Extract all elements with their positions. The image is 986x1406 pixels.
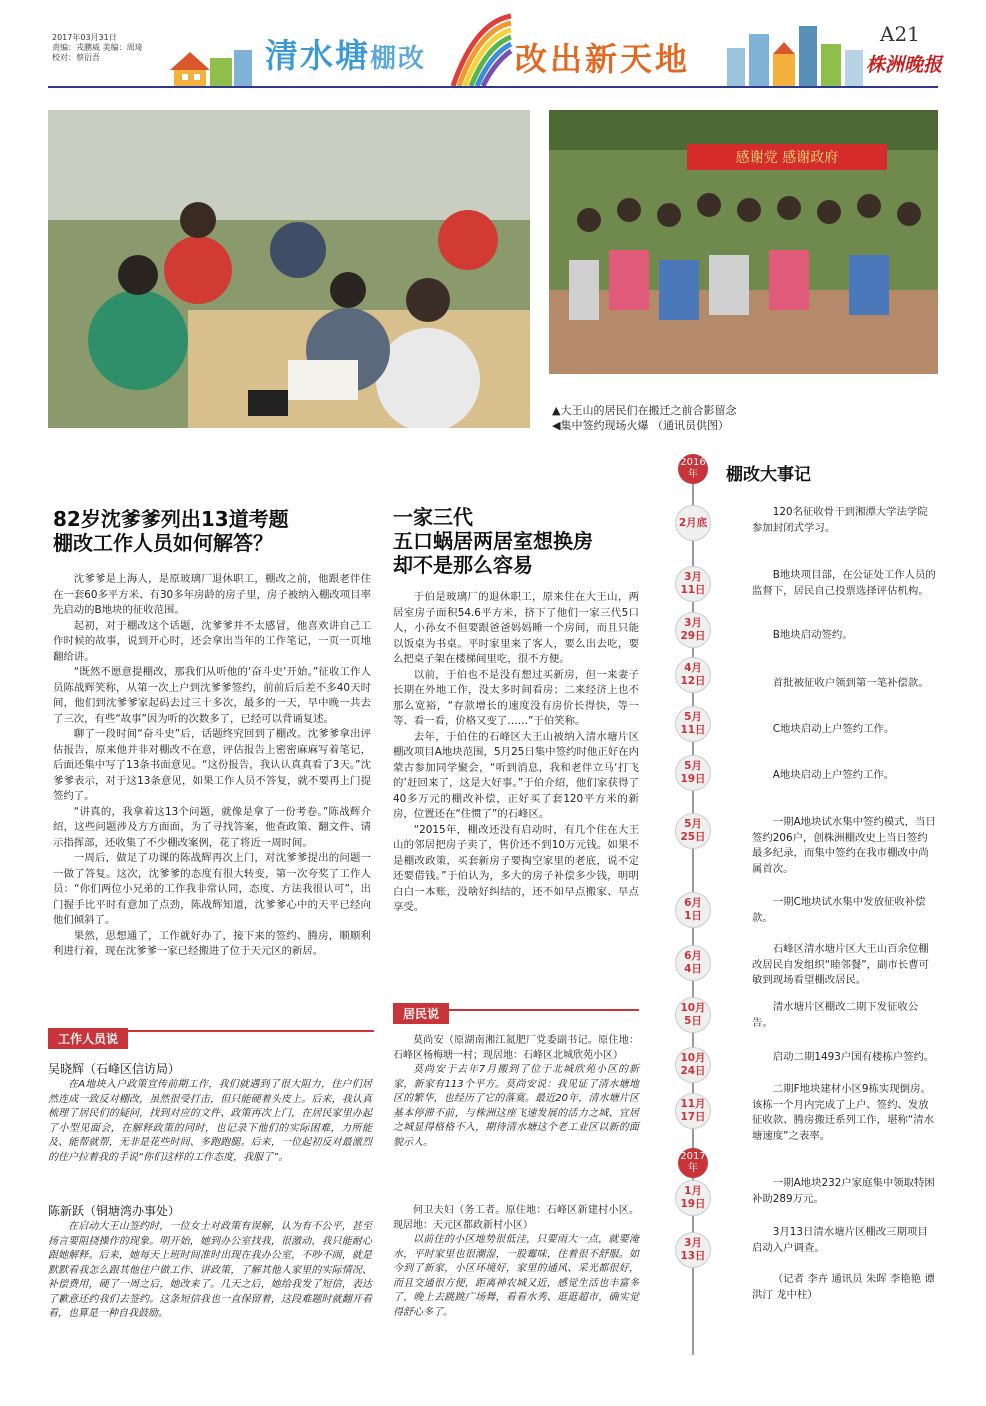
date-month: 6月 bbox=[684, 897, 702, 909]
worker2-text bbox=[48, 1220, 372, 1322]
date-day: 11日 bbox=[680, 724, 706, 736]
page-number: A21 bbox=[880, 22, 920, 46]
article1-title-line2: 棚改工作人员如何解答？ bbox=[53, 531, 273, 555]
date-month: 1月 bbox=[684, 1185, 702, 1197]
date-month: 3月 bbox=[684, 1237, 702, 1249]
timeline-date bbox=[675, 997, 711, 1033]
city-skyline-illustration bbox=[725, 20, 865, 86]
residents-tag: 居民说 bbox=[393, 1003, 449, 1024]
issue-date: 2017年03月31日 bbox=[52, 33, 117, 42]
date-month: 4月 bbox=[684, 662, 702, 674]
date-month: 5月 bbox=[684, 711, 702, 723]
date-month: 11月 bbox=[680, 1098, 706, 1110]
date-day: 4日 bbox=[684, 963, 702, 975]
date-month: 10月 bbox=[680, 1052, 706, 1064]
resident2-text: 以前住的小区地势很低洼，只要雨大一点，就要淹水，平时家里也很潮湿，一股霉味，住着很不舒服。如今到了新家，小区环境好，家里的通风、采光都很好，而且交通很方便，距离神农城又近，感觉生活也丰富多了，晚上去跳跳广场舞，看看水秀、逛逛超市，确实觉得舒心多了。 bbox=[393, 1234, 639, 1318]
timeline-date bbox=[675, 1180, 711, 1216]
date-month: 5月 bbox=[684, 818, 702, 830]
timeline-date bbox=[675, 945, 711, 981]
article1-paragraph: “讲真的，我拿着这13个问题，就像是拿了一份考卷。”陈战辉介绍，这些问题涉及方方面面，为了寻找答案，他查政策、翻文件、请示指挥部，还收集了不少棚改案例，花了将近一周时间。 bbox=[53, 805, 371, 849]
year-badge-2016 bbox=[678, 454, 708, 484]
article1-paragraph: 起初，对于棚改这个话题，沈爹爹并不太感冒，他喜欢讲自己工作时候的故事，说到开心时，还会拿出当年的工作笔记，一页一页地翻给讲。 bbox=[53, 619, 371, 663]
resident1-block bbox=[393, 1034, 639, 1150]
timeline-event: C地块启动上户签约工作。 bbox=[772, 723, 895, 735]
timeline-event: 一期A地块232户家庭集中领取特困补助289万元。 bbox=[752, 1177, 935, 1205]
timeline-date bbox=[675, 1093, 711, 1129]
resident1-head: 莫尚安（原湖南湘江氮肥厂党委副书记。原住地：石峰区杨梅塘一村；现居地：石峰区北城欣苑小区） bbox=[393, 1035, 639, 1061]
year-badge-2017 bbox=[678, 1148, 708, 1178]
date-month: 5月 bbox=[684, 760, 702, 772]
article2-paragraph: 以前，于伯也不是没有想过买新房，但一来妻子长期在外地工作，没太多时间看房；二来经济上也不那么宽裕，“存款增长的速度没有房价长得快，等一等、看一看，价格又变了……”于伯笑称。 bbox=[393, 668, 639, 727]
resident1-text: 莫尚安于去年7月搬到了位于北城欣苑小区的新家，新家有113个平方。莫尚安说：我见证了清水塘地区的繁华，也经历了它的落寞。最近20年，清水塘片区基本停滞不前，与株洲这座飞速发展的活力之城、宜居之城显得格格不入，期待清水塘这个老工业区以新的面貌示人。 bbox=[393, 1064, 639, 1148]
date-day: 17日 bbox=[680, 1111, 706, 1123]
timeline-event: B地块项目部，在公证处工作人员的监督下，居民自己投票选择评估机构。 bbox=[752, 569, 936, 597]
article2-title-line1: 一家三代 bbox=[393, 505, 473, 529]
timeline-event: 3月13日清水塘片区棚改三期项目启动入户调查。 bbox=[752, 1226, 928, 1254]
year-badge-suffix: 年 bbox=[688, 469, 698, 480]
house-illustration bbox=[160, 40, 260, 88]
signing-scene-photo bbox=[48, 110, 530, 428]
section-title-left bbox=[265, 30, 426, 77]
caption-line-1: ▲大王山的居民们在搬迁之前合影留念 bbox=[552, 404, 737, 417]
article2-title-line2: 五口蜗居两居室想换房 bbox=[393, 529, 593, 553]
year-badge-number: 2017 bbox=[680, 1151, 706, 1162]
masthead-meta bbox=[52, 33, 172, 63]
resident2-block bbox=[393, 1204, 639, 1320]
date-day: 5日 bbox=[684, 1015, 702, 1027]
date-month: 10月 bbox=[680, 1002, 706, 1014]
timeline-date bbox=[675, 1047, 711, 1083]
timeline-event: 启动二期1493户国有楼栋户签约。 bbox=[772, 1051, 935, 1063]
date-day: 25日 bbox=[680, 831, 706, 843]
article1-paragraph: 聊了一段时间“奋斗史”后，话题终究回到了棚改。沈爹爹拿出评估报告，原来他并非对棚改不在意，评估报告上密密麻麻写着笔记，后面还集中写了13条书面意见。“这份报告，我认认真真看了3天。”沈爹爹表示，对于这13条意见，如果工作人员不答复，就不要再上门提签约了。 bbox=[53, 728, 371, 802]
title-left-b: 棚改 bbox=[370, 44, 427, 74]
timeline-event: 首批被征收户领到第一笔补偿款。 bbox=[772, 677, 929, 689]
year-badge-suffix: 年 bbox=[688, 1163, 698, 1174]
date-month: 6月 bbox=[684, 950, 702, 962]
timeline-event: 120名征收骨干到湘潭大学法学院参加封闭式学习。 bbox=[752, 506, 928, 534]
article1-paragraph: “既然不愿意提棚改，那我们从听他的‘奋斗史’开始。”征收工作人员陈战辉笑称，从第一次上户到沈爹爹签约，前前后后差不多40天时间，他们到沈爹爹家起码去过三十多次，最多的一天，早中晚一共去了三次，有些“故事”因为听的次数多了，已经可以背诵复述。 bbox=[53, 666, 371, 725]
date-day: 13日 bbox=[680, 1250, 706, 1262]
photo-banner-text: 感谢党 感谢政府 bbox=[735, 150, 839, 166]
timeline-date bbox=[675, 813, 711, 849]
caption-line-2: ◀集中签约现场火爆 （通讯员供图） bbox=[552, 419, 729, 432]
masthead-rule bbox=[48, 86, 938, 88]
article1-paragraph: 一周后，做足了功课的陈战辉再次上门，对沈爹爹提出的问题一一做了答复。这次，沈爹爹的态度有很大转变，第一次夸奖了工作人员：“你们两位小兄弟的工作我非常认同，态度、方法我很认可”，出门握手比平时有意加了点劲，陈战辉知道，沈爹爹心中的天平已经向他们倾斜了。 bbox=[53, 852, 371, 926]
timeline-date bbox=[675, 566, 711, 602]
article2-title-line3: 却不是那么容易 bbox=[393, 553, 533, 577]
photo-caption bbox=[552, 403, 736, 433]
timeline-event: 清水塘片区棚改二期下发征收公告。 bbox=[752, 1001, 919, 1029]
worker1-paragraph: 在A地块入户政策宣传前期工作，我们就遇到了很大阻力，住户们居然连成一致反对棚改，虽然很受打击，但只能硬着头皮上。后来，我认真梳理了居民们的疑问，找到对应的文件、政策再次上门，在居民家里办起了小型见面会，在解释政策的同时，也记录下他们的实际困难，力所能及、能帮就帮，无非是花些时间、多跑跑腿。后来，一位起初反对最激烈的住户拉着我的手说“你们这样的工作态度，我服了”。 bbox=[48, 1079, 372, 1163]
article1-headline bbox=[53, 507, 373, 555]
date-month: 2月底 bbox=[678, 516, 708, 529]
date-day: 1日 bbox=[684, 910, 702, 922]
section-title-right: 改出新天地 bbox=[515, 40, 691, 78]
date-day: 11日 bbox=[680, 584, 706, 596]
timeline-date bbox=[675, 657, 711, 693]
date-day: 19日 bbox=[680, 1198, 706, 1210]
timeline-credit: （记者 李卉 通讯员 朱晖 李艳艳 谭洪汀 龙中柱） bbox=[752, 1273, 935, 1301]
timeline-date bbox=[675, 755, 711, 791]
timeline-event: A地块启动上户签约工作。 bbox=[772, 769, 895, 781]
timeline-event: 石峰区清水塘片区大王山百余位棚改居民自发组织“睦邻餐”，副市长曹可敏到现场看望棚改居民。 bbox=[752, 943, 930, 986]
timeline-event: 一期C地块试水集中发放征收补偿款。 bbox=[752, 896, 926, 924]
timeline-title: 棚改大事记 bbox=[726, 465, 811, 485]
article1-body bbox=[53, 572, 371, 960]
timeline-event: 二期F地块建材小区9栋实现倒房。该栋一个月内完成了上户、签约、发放征收款、腾房搬迁系列工作，堪称“清水塘速度”之表率。 bbox=[752, 1083, 935, 1142]
rainbow-graphic bbox=[445, 12, 515, 88]
worker2-name: 陈新跃（铜塘湾办事处） bbox=[48, 1204, 181, 1218]
article2-headline bbox=[393, 505, 633, 577]
date-day: 12日 bbox=[680, 675, 706, 687]
year-badge-number: 2016 bbox=[680, 457, 706, 468]
group-photo bbox=[549, 110, 938, 374]
article2-body bbox=[393, 590, 639, 916]
worker1-text bbox=[48, 1078, 372, 1165]
article2-paragraph: “2015年，棚改还没有启动时，有几个住在大王山的邻居把房子卖了，售价还不到10万元钱。如果不是棚改政策，买套新房子要掏空家里的老底，说不定还要借钱。”于伯认为，多大的房子补偿多少钱，明明白白一本账，没啥好纠结的，还不如早点搬家、早点享受。 bbox=[393, 823, 639, 913]
date-month: 3月 bbox=[684, 617, 702, 629]
timeline-date bbox=[675, 612, 711, 648]
resident2-head: 何卫夫妇（务工者。原住地：石峰区新建村小区。现居地：天元区都政新村小区） bbox=[393, 1205, 639, 1231]
title-left-a: 清水塘 bbox=[265, 36, 370, 75]
timeline-event: B地块启动签约。 bbox=[772, 629, 853, 641]
worker2-paragraph: 在启动大王山签约时，一位女士对政策有误解，认为有不公平，甚至扬言要阻挠操作的现象。明开始，她到办公室找我，很激动，我只能耐心跟她解释。后来，她每天上班时间准时出现在我办公室，不吵不闹，就是默默看我怎么跟其他住户做工作、讲政策，了解其他人家里的实际情况、补偿费用，硬了一周之后，她改来了。几天之后，她给我发了短信，表达了歉意还约我们去签约。这条短信我也一直保留着，这段难题时就翻开看看，也算是一种自我鼓励。 bbox=[48, 1221, 372, 1319]
worker1-name: 吴晓辉（石峰区信访局） bbox=[48, 1062, 181, 1076]
article1-title-line1: 82岁沈爹爹列出13道考题 bbox=[53, 507, 289, 531]
article2-paragraph: 于伯是玻璃厂的退休职工，原来住在大王山，两居室房子面积54.6平方米，挤下了他们一家三代5口人，小孙女不但要跟爸爸妈妈睡一个房间，而且只能以饭桌为书桌。平时家里来了客人，要么出去吃，要么把桌子架在楼梯间里吃，很不方便。 bbox=[393, 591, 639, 665]
timeline-date bbox=[675, 892, 711, 928]
timeline-date bbox=[675, 1232, 711, 1268]
newspaper-brand: 株洲晚报 bbox=[866, 54, 943, 76]
date-day: 29日 bbox=[680, 630, 706, 642]
article1-paragraph: 沈爹爹是上海人，是原玻璃厂退休职工，棚改之前，他跟老伴住在一套60多平方米、有30多年房龄的房子里，房子被纳入棚改项目率先启动的B地块的征收范围。 bbox=[53, 573, 371, 616]
proof-line: 校对：蔡衍吾 bbox=[52, 53, 100, 62]
date-month: 3月 bbox=[684, 571, 702, 583]
timeline-event: 一期A地块试水集中签约模式，当日签约206户，创株洲棚改史上当日签约最多纪录，而集中签约在我市棚改中尚属首次。 bbox=[752, 816, 936, 875]
article2-paragraph: 去年，于伯住的石峰区大王山被纳入清水塘片区棚改项目A地块范围，5月25日集中签约时他正好在内蒙古参加同学聚会，“听到消息，我和老伴立马‘打飞的’赶回来了，这是大好事。”于伯介绍，他们家获得了40多万元的棚改补偿，正好买了套120平方米的新房，位置还在“住惯了”的石峰区。 bbox=[393, 730, 639, 820]
date-day: 19日 bbox=[680, 773, 706, 785]
date-day: 24日 bbox=[680, 1065, 706, 1077]
article1-paragraph: 果然，思想通了，工作就好办了，接下来的签约、腾房，顺顺利利进行着，现在沈爹爹一家已经搬进了位于天元区的新居。 bbox=[53, 929, 371, 957]
timeline-date bbox=[675, 706, 711, 742]
timeline-date bbox=[675, 505, 711, 541]
workers-tag: 工作人员说 bbox=[48, 1028, 128, 1049]
editor-line: 责编：戎鹏威 美编：周琦 bbox=[52, 43, 143, 52]
